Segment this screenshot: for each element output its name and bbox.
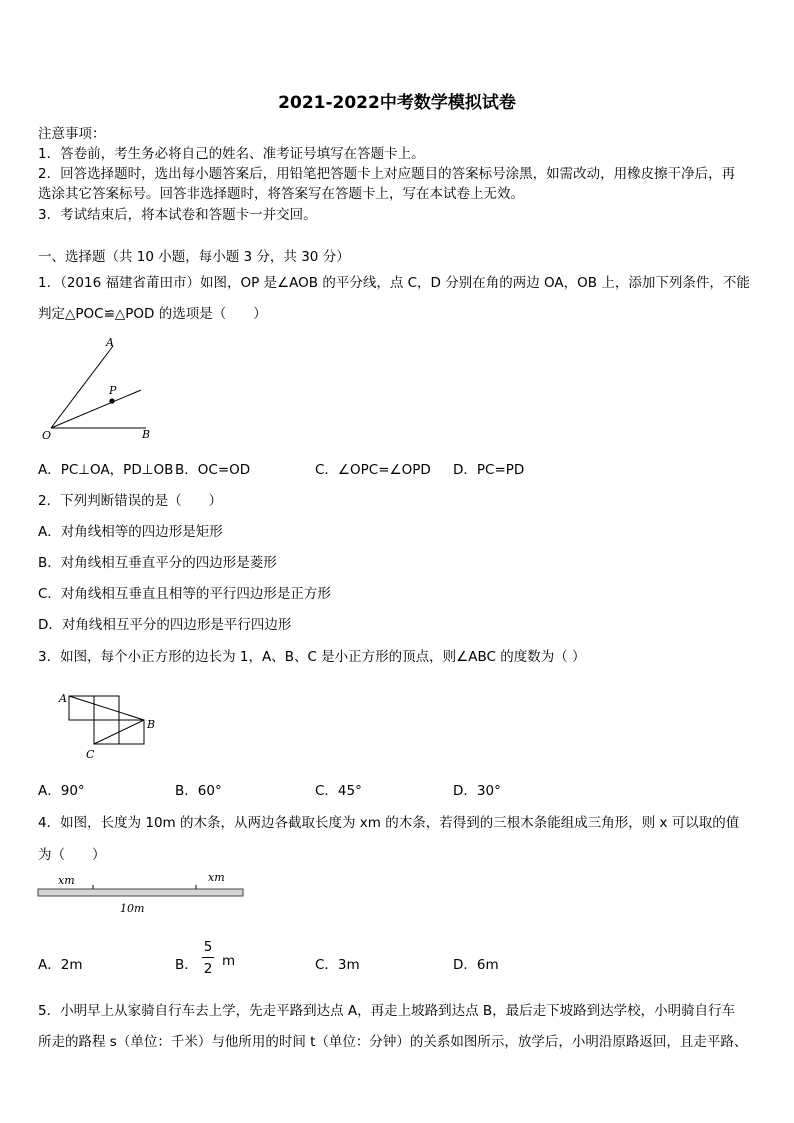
q2-option-a[interactable]: A．对角线相等的四边形是矩形 xyxy=(38,524,223,540)
q3-grid-figure xyxy=(56,688,166,763)
notice-item-2: 2．回答选择题时，选出每小题答案后，用铅笔把答题卡上对应题目的答案标号涂黑，如需改动，用橡皮擦干净后，再 xyxy=(38,166,736,182)
q1-stem-line1: 1．（2016 福建省莆田市）如图，OP 是∠AOB 的平分线，点 C，D 分别在角的两边 OA，OB 上，添加下列条件，不能 xyxy=(38,275,750,291)
q3-option-a[interactable]: A．90° xyxy=(38,783,85,799)
q4-option-d[interactable]: D．6m xyxy=(453,957,499,973)
q3-option-b[interactable]: B．60° xyxy=(175,783,222,799)
q3-stem: 3．如图，每个小正方形的边长为 1，A、B、C 是小正方形的顶点，则∠ABC 的度数为（ ） xyxy=(38,649,586,665)
q4-label-total: 10m xyxy=(120,902,145,915)
q4-option-a[interactable]: A．2m xyxy=(38,957,83,973)
q4-stem-line1: 4．如图，长度为 10m 的木条，从两边各截取长度为 xm 的木条，若得到的三根木条能组成三角形，则 x 可以取的值 xyxy=(38,815,740,831)
q2-option-c[interactable]: C．对角线相互垂直且相等的平行四边形是正方形 xyxy=(38,586,331,602)
page-title: 2021-2022中考数学模拟试卷 xyxy=(278,93,516,113)
q4-stem-line2: 为（ ） xyxy=(38,847,106,863)
q2-option-b[interactable]: B．对角线相互垂直平分的四边形是菱形 xyxy=(38,555,277,571)
q1-label-O: O xyxy=(42,429,52,442)
q4-label-right-x: xm xyxy=(208,871,225,884)
q2-option-d[interactable]: D．对角线相互平分的四边形是平行四边形 xyxy=(38,617,292,633)
q1-angle-figure xyxy=(36,335,156,445)
q4-option-b-numerator: 5 xyxy=(203,939,213,955)
q1-label-A: A xyxy=(106,336,114,349)
q2-stem: 2．下列判断错误的是（ ） xyxy=(38,493,223,509)
q4-option-b-fraction-bar xyxy=(202,957,214,958)
q1-stem-line2: 判定△POC≌△POD 的选项是（ ） xyxy=(38,306,267,322)
q5-stem-line2: 所走的路程 s（单位：千米）与他所用的时间 t（单位：分钟）的关系如图所示，放学后，小明沿原路返回，且走平路、 xyxy=(38,1034,748,1050)
q4-label-left-x: xm xyxy=(58,874,75,887)
section-heading: 一、选择题（共 10 小题，每小题 3 分，共 30 分） xyxy=(38,249,350,265)
q4-option-b-prefix: B． xyxy=(175,957,198,973)
q3-option-c[interactable]: C．45° xyxy=(315,783,362,799)
q4-stick-figure xyxy=(36,868,248,918)
q1-option-d[interactable]: D．PC=PD xyxy=(453,462,525,478)
notice-item-1: 1．答卷前，考生务必将自己的姓名、准考证号填写在答题卡上。 xyxy=(38,146,425,162)
q1-option-a[interactable]: A．PC⊥OA，PD⊥OB xyxy=(38,462,174,478)
q3-label-A: A xyxy=(59,692,67,705)
q4-option-b-unit: m xyxy=(222,953,236,969)
notice-heading: 注意事项： xyxy=(38,126,106,142)
q1-label-P: P xyxy=(109,384,117,397)
q1-label-B: B xyxy=(142,428,151,441)
q1-option-c[interactable]: C．∠OPC=∠OPD xyxy=(315,462,431,478)
q1-option-b[interactable]: B．OC=OD xyxy=(175,462,251,478)
notice-item-3: 3．考试结束后，将本试卷和答题卡一并交回。 xyxy=(38,207,317,223)
q3-label-C: C xyxy=(86,748,95,761)
q5-stem-line1: 5．小明早上从家骑自行车去上学，先走平路到达点 A，再走上坡路到达点 B，最后走下坡路到达学校，小明骑自行车 xyxy=(38,1003,736,1019)
q3-label-B: B xyxy=(147,718,156,731)
q4-option-b[interactable] xyxy=(175,953,198,973)
q3-option-d[interactable]: D．30° xyxy=(453,783,501,799)
q4-option-c[interactable]: C．3m xyxy=(315,957,360,973)
q4-option-b-denominator: 2 xyxy=(203,961,213,977)
notice-item-2-cont: 选涂其它答案标号。回答非选择题时，将答案写在答题卡上，写在本试卷上无效。 xyxy=(38,186,524,202)
